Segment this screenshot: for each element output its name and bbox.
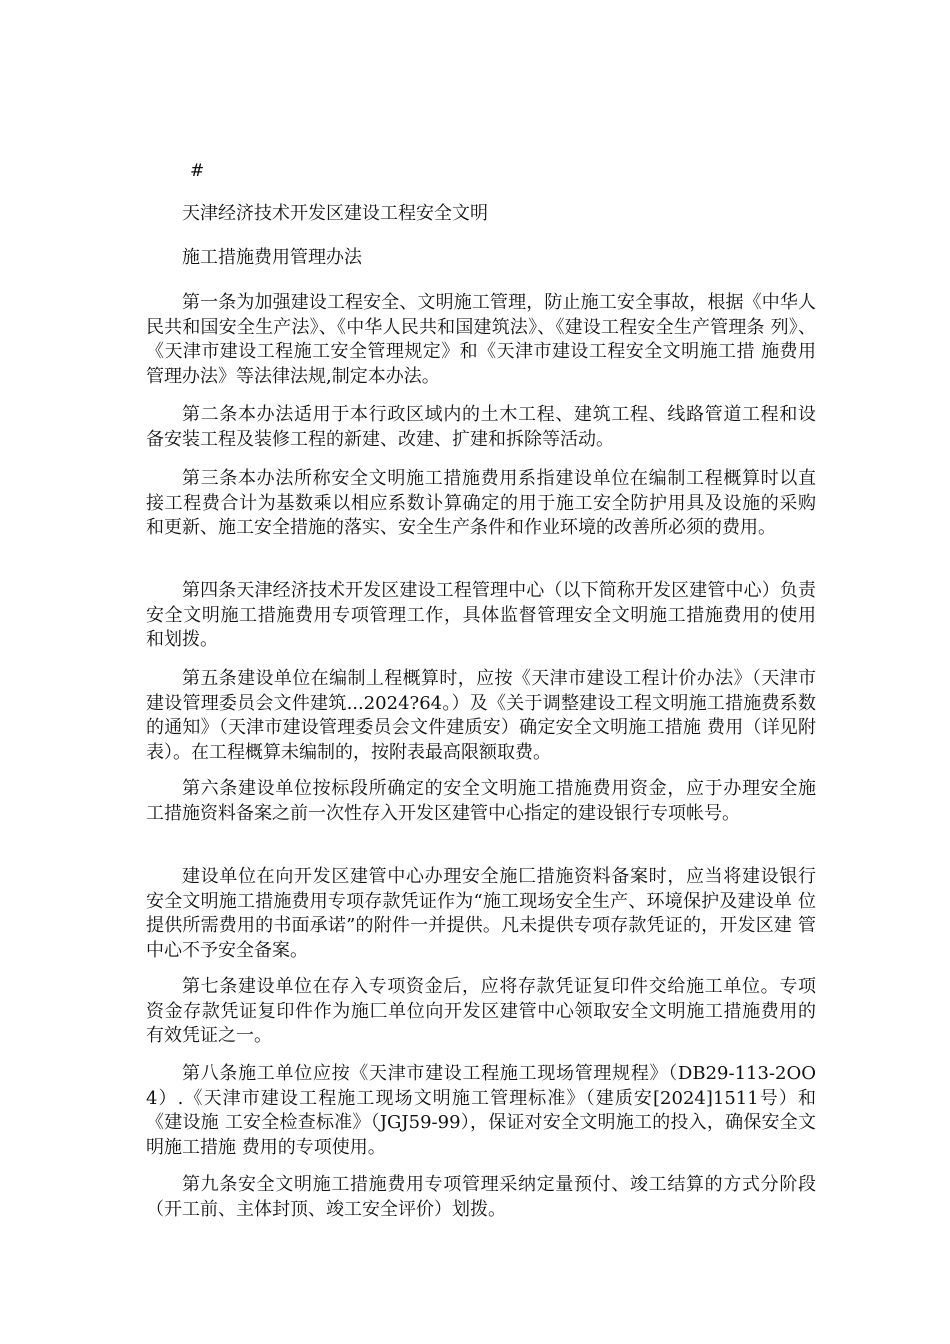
article-5: 第五条建设单位在编制丄程概算时，应按《天津市建设工程计价办法》（天津市 建设管理委员会文件建筑...2024?64。）及《关于调整建设工程文明施工措施费系数 的通知》（天津市建设管理委员会文件建质安）确定安全文明施工措施 费用（详见附表）。在工程概算未编制的，按附表最高限额取费。: [146, 668, 816, 763]
article-3: 第三条本办法所称安全文明施工措施费用系指建设单位在编制工程概算时以直 接工程费合计为基数乘以相应系数讣算确定的用于施工安全防护用具及设施的采购 和更新、施工安全措施的落实、安全生产条件和作业环境的改善所必须的费用。: [146, 468, 816, 538]
page-marker: #: [190, 161, 205, 181]
document-title-line-1: 天津经济技术开发区建设工程安全文明: [182, 203, 488, 224]
article-4: 第四条天津经济技术开发区建设工程管理中心（以下简称开发区建管中心）负责 安全文明施工措施费用专项管理工作，具体监督管理安全文明施工措施费用的使用 和划拨。: [146, 580, 816, 650]
article-8: 第八条施工单位应按《天津市建设工程施工现场管理规程》（DB29-113-2OO4）.《天津市建设工程施工现场文明施工管理标准》（建质安[2024]1511号）和《建设施 工安全检查标准》（JGJ59-99），保证对安全文明施工的投入，确保安全文明施工措施 费用的专项使用。: [146, 1063, 816, 1158]
document-title-line-2: 施工措施费用管理办法: [182, 247, 362, 268]
article-6: 第六条建设单位按标段所确定的安全文明施工措施费用资金，应于办理安全施 工措施资料备案之前一次性存入开发区建管中心指定的建设银行专项帐号。: [146, 778, 816, 824]
article-1: 第一条为加强建设工程安全、文明施工管理，防止施工安全事故，根据《中华人 民共和国安全生产法》、《中华人民共和国建筑法》、《建设工程安全生产管理条 列》、《天津市建设工程施工安全管理规定》和《天津市建设工程安全文明施工措 施费用管理办法》等法律法规,制定本办法。: [146, 292, 816, 387]
article-2: 第二条本办法适用于本行政区域内的土木工程、建筑工程、线路管道工程和设 备安装工程及装修工程的新建、改建、扩建和拆除等活动。: [146, 404, 816, 450]
article-7: 第七条建设单位在存入专项资金后，应将存款凭证复印件交给施工单位。专项 资金存款凭证复印件作为施匚单位向开发区建管中心领取安全文明施工措施费用的 有效凭证之一。: [146, 976, 816, 1046]
article-9: 第九条安全文明施工措施费用专项管理采纳定量预付、竣工结算的方式分阶段 （开工前、主体封顶、竣工安全评价）划拨。: [146, 1174, 816, 1220]
article-6-supplement: 建设单位在向开发区建管中心办理安全施匚措施资料备案时，应当将建设银行 安全文明施工措施费用专项存款凭证作为“施工现场安全生产、环境保护及建设单 位提供所需费用的书面承诺”的附件一并提供。凡未提供专项存款凭证的，开发区建 管中心不予安全备案。: [146, 866, 816, 961]
